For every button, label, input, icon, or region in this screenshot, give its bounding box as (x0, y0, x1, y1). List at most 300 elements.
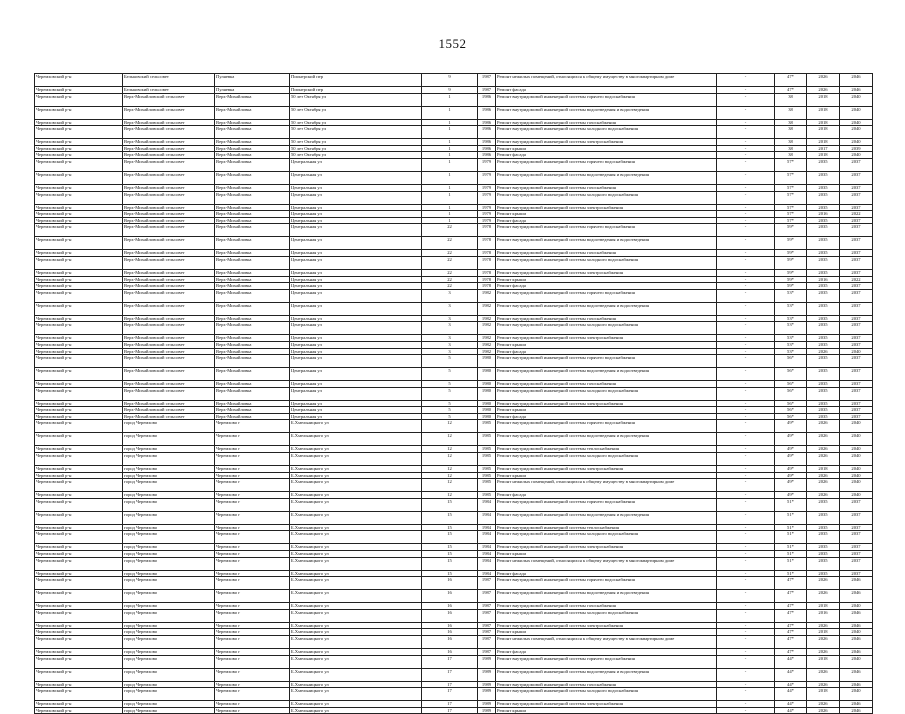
house-number-cell: 22 (422, 250, 478, 257)
district-cell: Черемховский р-н (35, 335, 123, 342)
house-number-cell: 5 (422, 381, 478, 388)
settlement-cell: город Черемхово (123, 498, 215, 511)
repair-year-cell: 2035 (807, 224, 840, 237)
district-cell: Черемховский р-н (35, 413, 123, 420)
house-number-cell: 12 (422, 420, 478, 433)
dash-cell: - (717, 152, 775, 159)
locality-cell: Верх-Михайловка (215, 191, 290, 204)
build-year-cell: 1987 (478, 636, 496, 649)
settlement-cell: город Черемхово (123, 524, 215, 531)
repair-year-cell: 2026 (807, 622, 840, 629)
dash-cell: - (717, 668, 775, 681)
dash-cell: - (717, 622, 775, 629)
work-type-cell: Ремонт крыши (496, 211, 717, 218)
wear-percent-cell: 47* (775, 87, 807, 94)
wear-percent-cell: 59* (775, 250, 807, 257)
locality-cell: Верх-Михайловка (215, 269, 290, 276)
street-cell: Центральная ул (290, 413, 422, 420)
repair-year-cell: 2035 (807, 191, 840, 204)
work-type-cell: Ремонт крыши (496, 276, 717, 283)
build-year-cell: 1984 (478, 511, 496, 524)
repair-year-cell: 2035 (807, 413, 840, 420)
work-type-cell: Ремонт крыши (496, 407, 717, 414)
settlement-cell: город Черемхово (123, 655, 215, 668)
repair-year-cell: 2026 (807, 348, 840, 355)
next-repair-year-cell: 2037 (840, 381, 873, 388)
build-year-cell: 1984 (478, 570, 496, 577)
street-cell: Пионерский пер (290, 87, 422, 94)
house-number-cell: 15 (422, 551, 478, 558)
locality-cell: Верх-Михайловка (215, 93, 290, 106)
locality-cell: Черемхово г (215, 492, 290, 499)
district-cell: Черемховский р-н (35, 204, 123, 211)
build-year-cell: 1987 (478, 577, 496, 590)
locality-cell: Черемхово г (215, 681, 290, 688)
locality-cell: Черемхово г (215, 609, 290, 622)
district-cell: Черемховский р-н (35, 126, 123, 139)
street-cell: Б.Хмельницкого ул (290, 453, 422, 466)
wear-percent-cell: 57* (775, 171, 807, 184)
locality-cell: Черемхово г (215, 551, 290, 558)
next-repair-year-cell: 2040 (840, 655, 873, 668)
build-year-cell: 1982 (478, 348, 496, 355)
repair-year-cell: 2035 (807, 544, 840, 551)
district-cell: Черемховский р-н (35, 636, 123, 649)
build-year-cell: 1978 (478, 276, 496, 283)
district-cell: Черемховский р-н (35, 283, 123, 290)
wear-percent-cell: 56* (775, 413, 807, 420)
locality-cell: Верх-Михайловка (215, 217, 290, 224)
next-repair-year-cell: 2040 (840, 446, 873, 453)
dash-cell: - (717, 577, 775, 590)
settlement-cell: Верх-Михайловский сельсовет (123, 152, 215, 159)
street-cell: Б.Хмельницкого ул (290, 668, 422, 681)
settlement-cell: город Черемхово (123, 511, 215, 524)
dash-cell: - (717, 453, 775, 466)
wear-percent-cell: 38 (775, 93, 807, 106)
next-repair-year-cell: 2046 (840, 681, 873, 688)
wear-percent-cell: 47* (775, 590, 807, 603)
street-cell: Б.Хмельницкого ул (290, 557, 422, 570)
street-cell: Б.Хмельницкого ул (290, 498, 422, 511)
dash-cell: - (717, 524, 775, 531)
wear-percent-cell: 49* (775, 420, 807, 433)
street-cell: Центральная ул (290, 184, 422, 191)
house-number-cell: 5 (422, 355, 478, 368)
next-repair-year-cell: 2037 (840, 498, 873, 511)
wear-percent-cell: 44* (775, 681, 807, 688)
repair-year-cell: 2026 (807, 472, 840, 479)
street-cell: Центральная ул (290, 158, 422, 171)
dash-cell: - (717, 629, 775, 636)
dash-cell: - (717, 139, 775, 146)
work-type-cell: Ремонт внутридомовой инженерной системы водоотведения и водоотведения (496, 171, 717, 184)
repair-year-cell: 2035 (807, 204, 840, 211)
locality-cell: Верх-Михайловка (215, 322, 290, 335)
next-repair-year-cell: 2040 (840, 93, 873, 106)
wear-percent-cell: 38 (775, 106, 807, 119)
dash-cell: - (717, 472, 775, 479)
table-row (35, 668, 873, 681)
wear-percent-cell: 53* (775, 322, 807, 335)
build-year-cell: 1989 (478, 681, 496, 688)
dash-cell: - (717, 87, 775, 94)
dash-cell: - (717, 707, 775, 714)
work-type-cell: Ремонт внутридомовой инженерной системы электроснабжения (496, 204, 717, 211)
district-cell: Черемховский р-н (35, 433, 123, 446)
build-year-cell: 1984 (478, 557, 496, 570)
work-type-cell: Ремонт крыши (496, 341, 717, 348)
repair-year-cell: 2026 (807, 87, 840, 94)
table-row (35, 407, 873, 414)
wear-percent-cell: 51* (775, 570, 807, 577)
locality-cell: Верх-Михайловка (215, 348, 290, 355)
settlement-cell: Верх-Михайловский сельсовет (123, 368, 215, 381)
house-number-cell: 15 (422, 498, 478, 511)
district-cell: Черемховский р-н (35, 322, 123, 335)
locality-cell: Черемхово г (215, 603, 290, 610)
street-cell: Б.Хмельницкого ул (290, 622, 422, 629)
next-repair-year-cell: 2037 (840, 283, 873, 290)
house-number-cell: 12 (422, 492, 478, 499)
dash-cell: - (717, 322, 775, 335)
house-number-cell: 22 (422, 276, 478, 283)
next-repair-year-cell: 2037 (840, 511, 873, 524)
street-cell: Центральная ул (290, 217, 422, 224)
dash-cell: - (717, 224, 775, 237)
next-repair-year-cell: 2040 (840, 479, 873, 492)
house-number-cell: 1 (422, 191, 478, 204)
district-cell: Черемховский р-н (35, 668, 123, 681)
street-cell: Центральная ул (290, 211, 422, 218)
work-type-cell: Ремонт внутридомовой инженерной системы холодного водоснабжения (496, 191, 717, 204)
table-row (35, 603, 873, 610)
wear-percent-cell: 44* (775, 668, 807, 681)
table-row (35, 446, 873, 453)
table-row (35, 609, 873, 622)
street-cell: Б.Хмельницкого ул (290, 649, 422, 656)
work-type-cell: Ремонт фасада (496, 348, 717, 355)
next-repair-year-cell: 2037 (840, 237, 873, 250)
build-year-cell: 1986 (478, 126, 496, 139)
build-year-cell: 1986 (478, 119, 496, 126)
repair-year-cell: 2018 (807, 93, 840, 106)
repair-year-cell: 2035 (807, 498, 840, 511)
dash-cell: - (717, 413, 775, 420)
district-cell: Черемховский р-н (35, 603, 123, 610)
locality-cell: Верх-Михайловка (215, 126, 290, 139)
repair-year-cell: 2035 (807, 289, 840, 302)
settlement-cell: Верх-Михайловский сельсовет (123, 283, 215, 290)
settlement-cell: Верх-Михайловский сельсовет (123, 184, 215, 191)
work-type-cell: Ремонт фасада (496, 570, 717, 577)
page-number: 1552 (438, 36, 467, 51)
next-repair-year-cell: 2037 (840, 302, 873, 315)
repair-year-cell: 2018 (807, 126, 840, 139)
work-type-cell: Ремонт внутридомовой инженерной системы горячего водоснабжения (496, 158, 717, 171)
work-type-cell: Ремонт внутридомовой инженерной системы холодного водоснабжения (496, 387, 717, 400)
locality-cell: Верх-Михайловка (215, 224, 290, 237)
street-cell: Б.Хмельницкого ул (290, 636, 422, 649)
build-year-cell: 1980 (478, 387, 496, 400)
table-row (35, 152, 873, 159)
repair-year-cell: 2026 (807, 453, 840, 466)
dash-cell: - (717, 355, 775, 368)
work-type-cell: Ремонт внутридомовой инженерной системы газоснабжения (496, 250, 717, 257)
locality-cell: Верх-Михайловка (215, 413, 290, 420)
locality-cell: Верх-Михайловка (215, 387, 290, 400)
settlement-cell: Верх-Михайловский сельсовет (123, 276, 215, 283)
build-year-cell: 1979 (478, 184, 496, 191)
wear-percent-cell: 44* (775, 688, 807, 701)
table-row (35, 655, 873, 668)
locality-cell: Черемхово г (215, 511, 290, 524)
locality-cell: Верх-Михайловка (215, 250, 290, 257)
wear-percent-cell: 56* (775, 407, 807, 414)
build-year-cell: 1982 (478, 335, 496, 342)
table-row (35, 224, 873, 237)
wear-percent-cell: 49* (775, 446, 807, 453)
district-cell: Черемховский р-н (35, 269, 123, 276)
build-year-cell: 1987 (478, 622, 496, 629)
locality-cell: Черемхово г (215, 446, 290, 453)
work-type-cell: Ремонт крыши (496, 472, 717, 479)
settlement-cell: город Черемхово (123, 681, 215, 688)
street-cell: Центральная ул (290, 224, 422, 237)
repair-year-cell: 2018 (807, 466, 840, 473)
locality-cell: Верх-Михайловка (215, 237, 290, 250)
wear-percent-cell: 47* (775, 629, 807, 636)
wear-percent-cell: 47* (775, 603, 807, 610)
locality-cell: Верх-Михайловка (215, 283, 290, 290)
dash-cell: - (717, 420, 775, 433)
street-cell: Б.Хмельницкого ул (290, 420, 422, 433)
house-number-cell: 16 (422, 609, 478, 622)
next-repair-year-cell: 2037 (840, 368, 873, 381)
dash-cell: - (717, 204, 775, 211)
district-cell: Черемховский р-н (35, 224, 123, 237)
locality-cell: Верх-Михайловка (215, 119, 290, 126)
district-cell: Черемховский р-н (35, 551, 123, 558)
work-type-cell: Ремонт внутридомовой инженерной системы холодного водоснабжения (496, 322, 717, 335)
street-cell: Центральная ул (290, 387, 422, 400)
work-type-cell: Ремонт фасада (496, 217, 717, 224)
work-type-cell: Ремонт внутридомовой инженерной системы водоотведения и водоотведения (496, 237, 717, 250)
district-cell: Черемховский р-н (35, 688, 123, 701)
district-cell: Черемховский р-н (35, 348, 123, 355)
dash-cell: - (717, 269, 775, 276)
next-repair-year-cell: 2040 (840, 152, 873, 159)
next-repair-year-cell: 2037 (840, 171, 873, 184)
district-cell: Черемховский р-н (35, 655, 123, 668)
house-number-cell: 1 (422, 93, 478, 106)
build-year-cell: 1989 (478, 707, 496, 714)
table-row (35, 171, 873, 184)
district-cell: Черемховский р-н (35, 158, 123, 171)
settlement-cell: Верх-Михайловский сельсовет (123, 139, 215, 146)
dash-cell: - (717, 609, 775, 622)
locality-cell: Черемхово г (215, 655, 290, 668)
street-cell: Центральная ул (290, 283, 422, 290)
work-type-cell: Ремонт внутридомовой инженерной системы горячего водоснабжения (496, 355, 717, 368)
build-year-cell: 1978 (478, 269, 496, 276)
district-cell: Черемховский р-н (35, 472, 123, 479)
build-year-cell: 1986 (478, 106, 496, 119)
repair-year-cell: 2035 (807, 341, 840, 348)
repair-year-cell: 2026 (807, 433, 840, 446)
locality-cell: Черемхово г (215, 433, 290, 446)
street-cell: Б.Хмельницкого ул (290, 433, 422, 446)
street-cell: Б.Хмельницкого ул (290, 551, 422, 558)
wear-percent-cell: 59* (775, 276, 807, 283)
house-number-cell: 3 (422, 341, 478, 348)
dash-cell: - (717, 498, 775, 511)
wear-percent-cell: 47* (775, 74, 807, 87)
work-type-cell: Ремонт внутридомовой инженерной системы холодного водоснабжения (496, 453, 717, 466)
locality-cell: Черемхово г (215, 577, 290, 590)
district-cell: Черемховский р-н (35, 315, 123, 322)
house-number-cell: 1 (422, 211, 478, 218)
dash-cell: - (717, 368, 775, 381)
build-year-cell: 1984 (478, 524, 496, 531)
street-cell: Б.Хмельницкого ул (290, 466, 422, 473)
repair-year-cell: 2026 (807, 590, 840, 603)
next-repair-year-cell: 2039 (840, 145, 873, 152)
table-row (35, 348, 873, 355)
next-repair-year-cell: 2037 (840, 224, 873, 237)
repair-year-cell: 2026 (807, 446, 840, 453)
repair-year-cell: 2035 (807, 570, 840, 577)
work-type-cell: Ремонт внутридомовой инженерной системы теплоснабжения (496, 524, 717, 531)
work-type-cell: Ремонт внутридомовой инженерной системы электроснабжения (496, 269, 717, 276)
street-cell: Б.Хмельницкого ул (290, 479, 422, 492)
wear-percent-cell: 51* (775, 557, 807, 570)
next-repair-year-cell: 2037 (840, 544, 873, 551)
next-repair-year-cell: 2037 (840, 341, 873, 348)
street-cell: Центральная ул (290, 315, 422, 322)
next-repair-year-cell: 2040 (840, 688, 873, 701)
wear-percent-cell: 56* (775, 400, 807, 407)
repair-year-cell: 2018 (807, 688, 840, 701)
settlement-cell: город Черемхово (123, 668, 215, 681)
next-repair-year-cell: 2037 (840, 269, 873, 276)
settlement-cell: Верх-Михайловский сельсовет (123, 315, 215, 322)
settlement-cell: город Черемхово (123, 636, 215, 649)
wear-percent-cell: 53* (775, 289, 807, 302)
street-cell: Центральная ул (290, 335, 422, 342)
district-cell: Черемховский р-н (35, 341, 123, 348)
work-type-cell: Ремонт фасада (496, 649, 717, 656)
wear-percent-cell: 51* (775, 511, 807, 524)
locality-cell: Верх-Михайловка (215, 341, 290, 348)
next-repair-year-cell: 2046 (840, 74, 873, 87)
table-row (35, 524, 873, 531)
dash-cell: - (717, 256, 775, 269)
settlement-cell: город Черемхово (123, 603, 215, 610)
work-type-cell: Ремонт внутридомовой инженерной системы водоотведения и водоотведения (496, 668, 717, 681)
repair-year-cell: 2018 (807, 152, 840, 159)
dash-cell: - (717, 381, 775, 388)
next-repair-year-cell: 2037 (840, 204, 873, 211)
repair-year-cell: 2035 (807, 381, 840, 388)
wear-percent-cell: 49* (775, 472, 807, 479)
street-cell: 50 лет Октября ул (290, 93, 422, 106)
district-cell: Черемховский р-н (35, 87, 123, 94)
street-cell: Б.Хмельницкого ул (290, 492, 422, 499)
work-type-cell: Ремонт внутридомовой инженерной системы холодного водоснабжения (496, 126, 717, 139)
house-number-cell: 1 (422, 126, 478, 139)
street-cell: Центральная ул (290, 341, 422, 348)
wear-percent-cell: 51* (775, 551, 807, 558)
work-type-cell: Ремонт внутридомовой инженерной системы водоотведения и водоотведения (496, 590, 717, 603)
street-cell: 50 лет Октября ул (290, 152, 422, 159)
table-row (35, 126, 873, 139)
street-cell: Б.Хмельницкого ул (290, 577, 422, 590)
dash-cell: - (717, 184, 775, 191)
street-cell: Центральная ул (290, 381, 422, 388)
build-year-cell: 1987 (478, 649, 496, 656)
house-number-cell: 1 (422, 106, 478, 119)
street-cell: Б.Хмельницкого ул (290, 688, 422, 701)
work-type-cell: Ремонт фасада (496, 152, 717, 159)
street-cell: Б.Хмельницкого ул (290, 655, 422, 668)
build-year-cell: 1978 (478, 250, 496, 257)
repair-year-cell: 2026 (807, 681, 840, 688)
work-type-cell: Ремонт внутридомовой инженерной системы горячего водоснабжения (496, 93, 717, 106)
wear-percent-cell: 47* (775, 649, 807, 656)
street-cell: Центральная ул (290, 400, 422, 407)
settlement-cell: город Черемхово (123, 701, 215, 708)
repair-year-cell: 2026 (807, 492, 840, 499)
repair-year-cell: 2035 (807, 557, 840, 570)
locality-cell: Черемхово г (215, 557, 290, 570)
next-repair-year-cell: 2046 (840, 577, 873, 590)
wear-percent-cell: 47* (775, 636, 807, 649)
street-cell: Центральная ул (290, 237, 422, 250)
build-year-cell: 1982 (478, 289, 496, 302)
dash-cell: - (717, 211, 775, 218)
table-row (35, 400, 873, 407)
build-year-cell: 1989 (478, 701, 496, 708)
house-number-cell: 1 (422, 158, 478, 171)
next-repair-year-cell: 2037 (840, 184, 873, 191)
next-repair-year-cell: 2037 (840, 250, 873, 257)
settlement-cell: Верх-Михайловский сельсовет (123, 289, 215, 302)
district-cell: Черемховский р-н (35, 381, 123, 388)
next-repair-year-cell: 2040 (840, 139, 873, 146)
settlement-cell: Верх-Михайловский сельсовет (123, 335, 215, 342)
work-type-cell: Ремонт внутридомовой инженерной системы газоснабжения (496, 381, 717, 388)
wear-percent-cell: 59* (775, 256, 807, 269)
district-cell: Черемховский р-н (35, 681, 123, 688)
repair-year-cell: 2035 (807, 368, 840, 381)
table-row (35, 211, 873, 218)
build-year-cell: 1986 (478, 145, 496, 152)
locality-cell: Черемхово г (215, 636, 290, 649)
next-repair-year-cell: 2037 (840, 256, 873, 269)
wear-percent-cell: 51* (775, 498, 807, 511)
dash-cell: - (717, 171, 775, 184)
build-year-cell: 1985 (478, 453, 496, 466)
wear-percent-cell: 56* (775, 381, 807, 388)
repair-year-cell: 2035 (807, 250, 840, 257)
house-number-cell: 12 (422, 472, 478, 479)
table-row (35, 688, 873, 701)
build-year-cell: 1987 (478, 609, 496, 622)
district-cell: Черемховский р-н (35, 217, 123, 224)
work-type-cell: Ремонт внутридомовой инженерной системы горячего водоснабжения (496, 577, 717, 590)
district-cell: Черемховский р-н (35, 93, 123, 106)
